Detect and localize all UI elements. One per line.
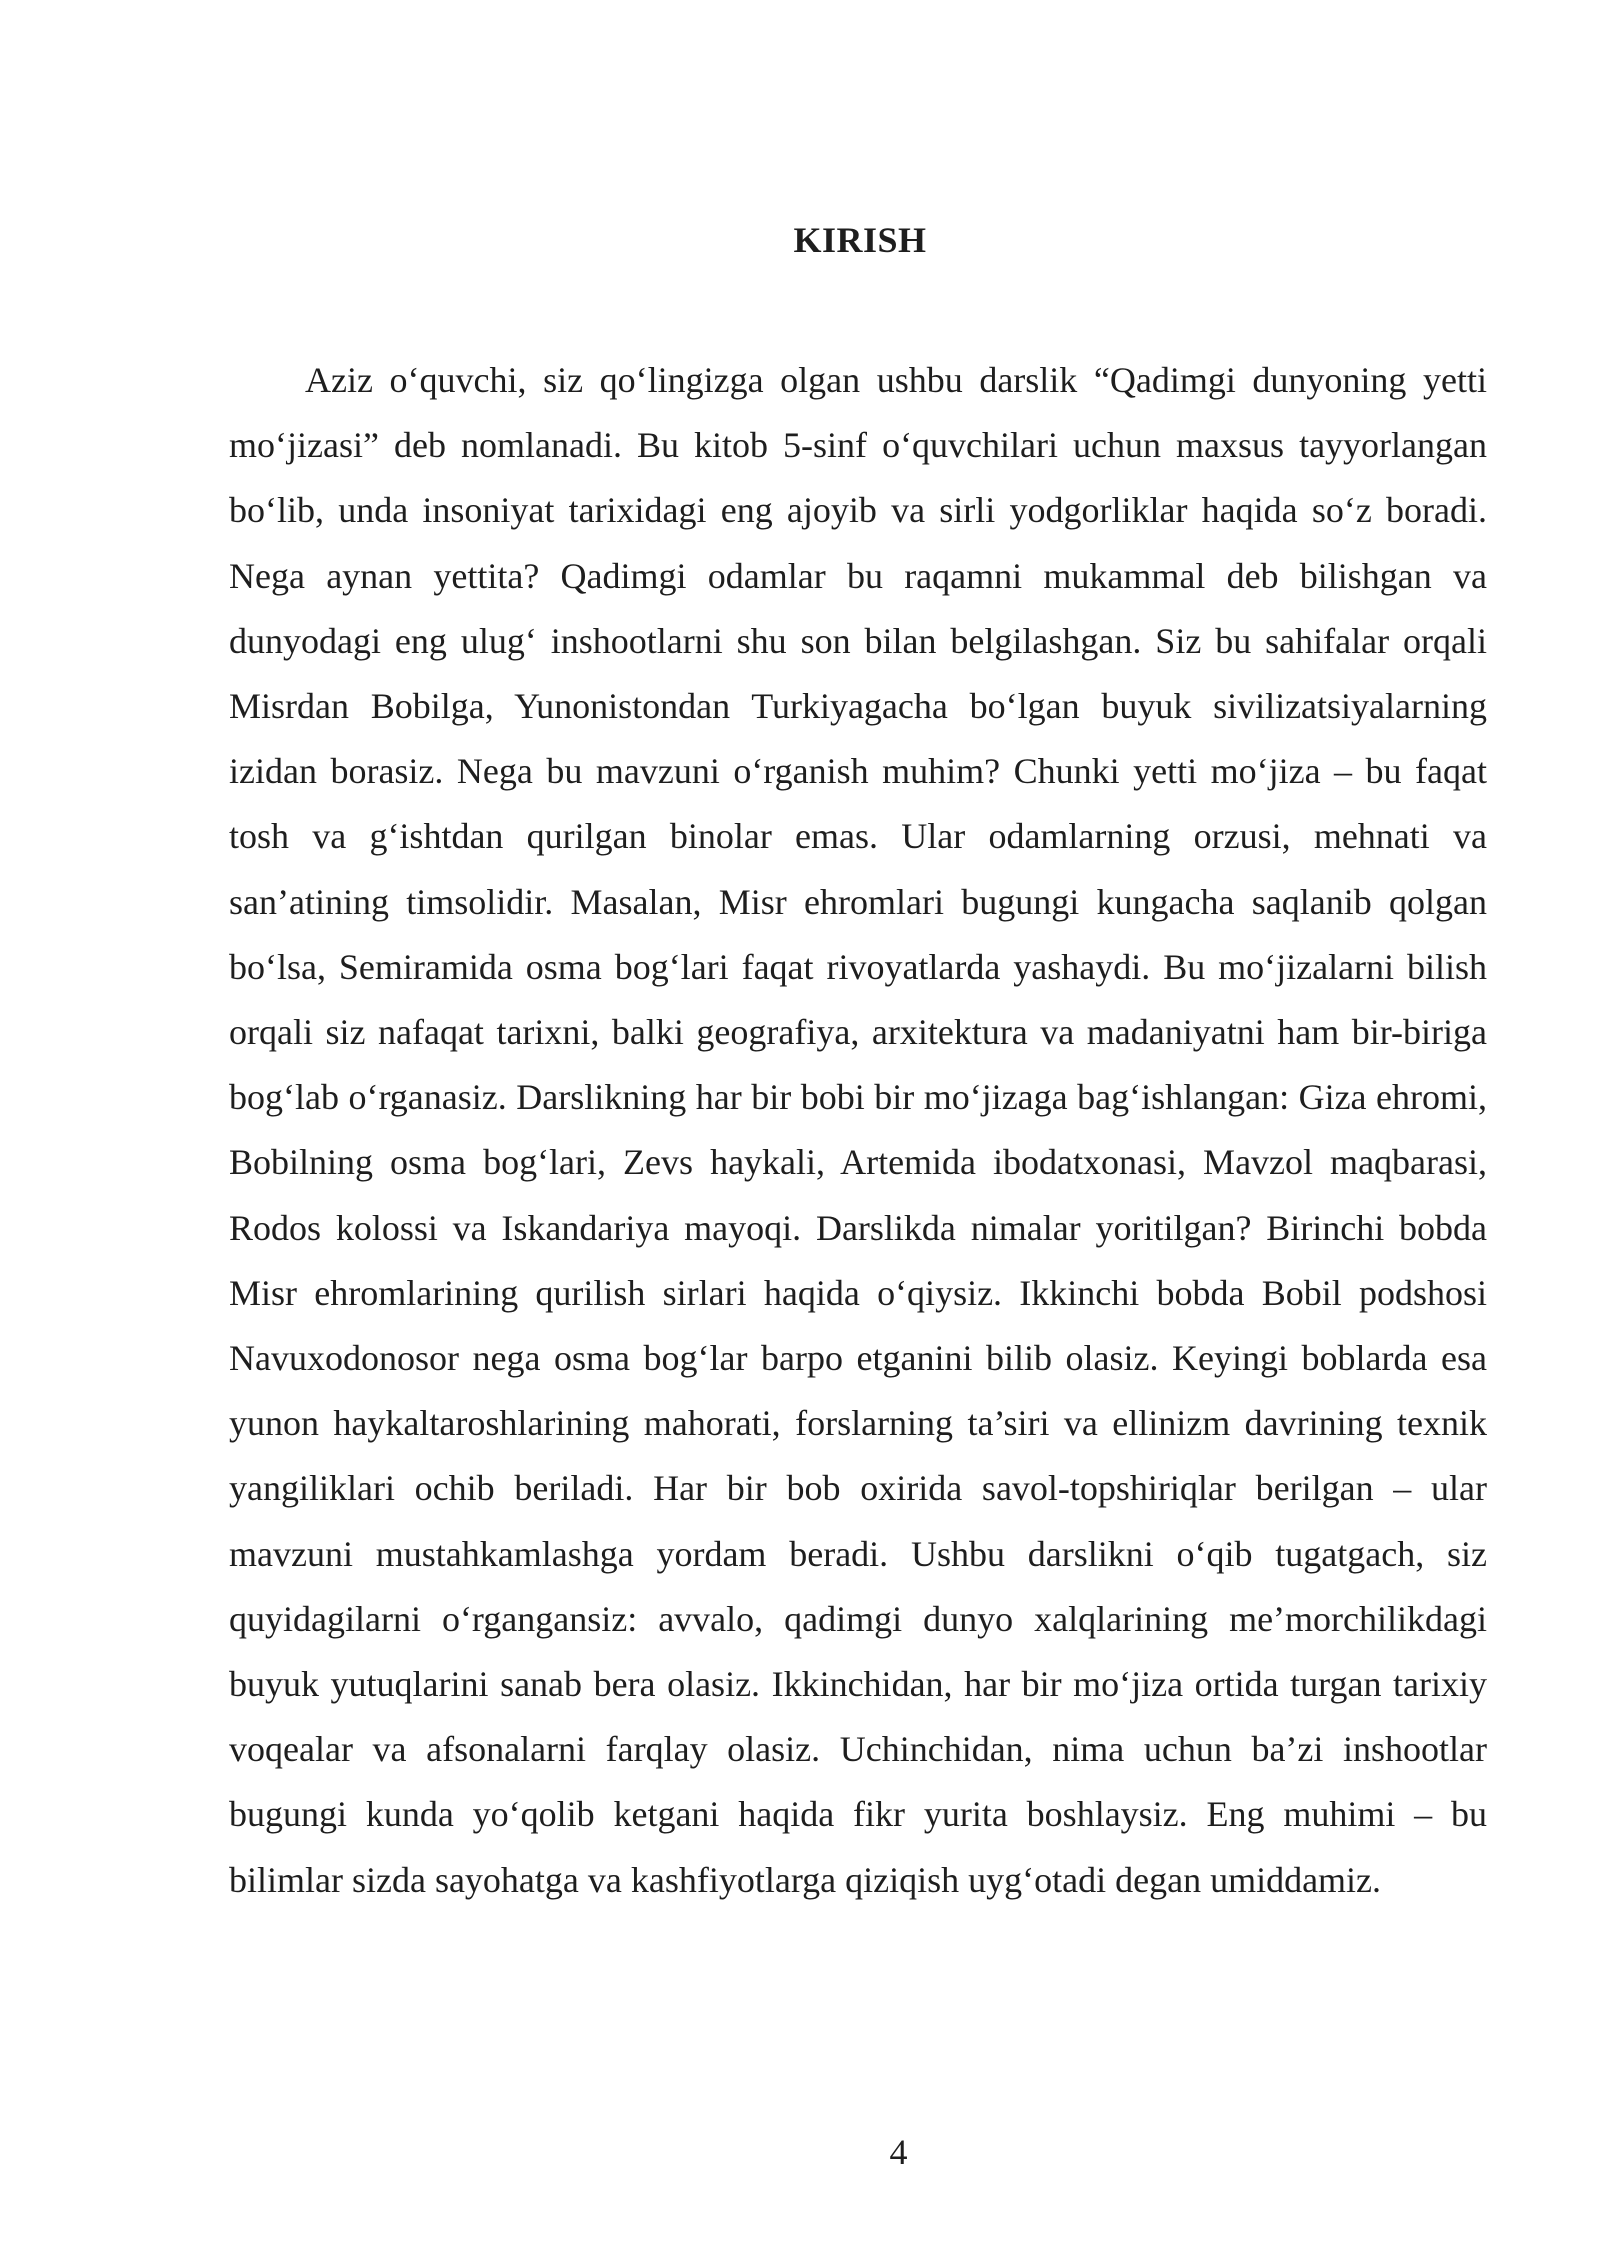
body-paragraph: Aziz o‘quvchi, siz qo‘lingizga olgan ushbu darslik “Qadimgi dunyoning yetti mo‘jizasi” deb nomlanadi. Bu kitob 5-sinf o‘quvchilari uchun maxsus tayyorlangan bo‘lib, unda insoniyat tarixidagi eng ajoyib va sirli yodgorliklar haqida so‘z boradi. Nega aynan yettita? Qadimgi odamlar bu raqamni mukammal deb bilishgan va dunyodagi eng ulug‘ inshootlarni shu son bilan belgilashgan. Siz bu sahifalar orqali Misrdan Bobilga, Yunonistondan Turkiyagacha bo‘lgan buyuk sivilizatsiyalarning izidan borasiz. Nega bu mavzuni o‘rganish muhim? Chunki yetti mo‘jiza – bu faqat tosh va g‘ishtdan qurilgan binolar emas. Ular odamlarning orzusi, mehnati va san’atining timsolidir. Masalan, Misr ehromlari bugungi kungacha saqlanib qolgan bo‘lsa, Semiramida osma bog‘lari faqat rivoyatlarda yashaydi. Bu mo‘jizalarni bilish orqali siz nafaqat tarixni, balki geografiya, arxitektura va madaniyatni ham bir-biriga bog‘lab o‘rganasiz. Darslikning har bir bobi bir mo‘jizaga bag‘ishlangan: Giza ehromi, Bobilning osma bog‘lari, Zevs haykali, Artemida ibodatxonasi, Mavzol maqbarasi, Rodos kolossi va Iskandariya mayoqi. Darslikda nimalar yoritilgan? Birinchi bobda Misr ehromlarining qurilish sirlari haqida o‘qiysiz. Ikkinchi bobda Bobil podshosi Navuxodonosor nega osma bog‘lar barpo etganini bilib olasiz. Keyingi boblarda esa yunon haykaltaroshlarining mahorati, forslarning ta’siri va ellinizm davrining texnik yangiliklari ochib beriladi. Har bir bob oxirida savol-topshiriqlar berilgan – ular mavzuni mustahkamlashga yordam beradi. Ushbu darslikni o‘qib tugatgach, siz quyidagilarni o‘rgangansiz: avvalo, qadimgi dunyo xalqlarining me’morchilikdagi buyuk yutuqlarini sanab bera olasiz. Ikkinchidan, har bir mo‘jiza ortida turgan tarixiy voqealar va afsonalarni farqlay olasiz. Uchinchidan, nima uchun ba’zi inshootlar bugungi kunda yo‘qolib ketgani haqida fikr yurita boshlaysiz. Eng muhimi – bu bilimlar sizda sayohatga va kashfiyotlarga qiziqish uyg‘otadi degan umiddamiz. [229, 360, 1487, 1900]
page-heading: KIRISH [793, 220, 927, 260]
page-number: 4 [889, 2132, 908, 2172]
